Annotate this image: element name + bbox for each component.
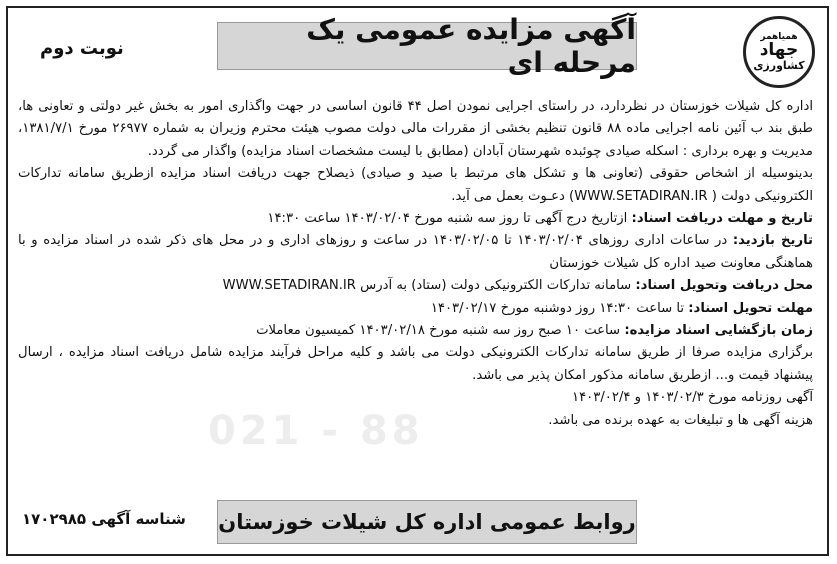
notice-header [8,8,827,88]
delivery-deadline-row [18,298,813,320]
doc-deadline-label: تاریخ و مهلت دریافت اسناد: [631,211,813,227]
delivery-deadline-value: تا ساعت ۱۴:۳۰ روز دوشنبه مورخ ۱۴۰۳/۰۲/۱۷ [430,300,685,316]
delivery-deadline-label: مهلت تحویل اسناد: [688,300,813,316]
jahad-keshavarzi-logo [743,16,815,88]
opening-row [18,320,813,342]
notice-footer [8,500,827,546]
invite-paragraph: بدینوسیله از اشخاص حقوقی (تعاونی ها و تشکل های مرتبط با صید و صیادی) ذیصلاح جهت دریافت اسناد مزایده ازطریق سامانه تدارکات الکترونیکی دولت ( WWW.SETADIRAN.IR) دعـوت بعمل می آید. [18,166,813,204]
delivery-place-value: سامانه تدارکات الکترونیکی دولت (ستاد) به آدرس WWW.SETADIRAN.IR [222,278,632,294]
logo-line3: کشاورزی [753,58,805,72]
round-label: نوبت دوم [40,38,124,59]
publisher-banner: روابط عمومی اداره کل شیلات خوزستان [217,500,637,544]
visit-value: در ساعات اداری روزهای ۱۴۰۳/۰۲/۰۴ تا ۱۴۰۳/۰۲/۰۵ در ساعت و روزهای اداری و در محل های ذکر شده در اسناد مزایده و با هماهنگی معاونت صید اداره کل شیلات خوزستان [18,233,813,271]
doc-deadline-value: ازتاریخ درج آگهی تا روز سه شنبه مورخ ۱۴۰۳/۰۲/۰۴ ساعت ۱۴:۳۰ [267,211,628,227]
notice-frame [6,6,829,556]
intro-paragraph: اداره کل شیلات خوزستان در نظردارد، در راستای اجرایی نمودن اصل ۴۴ قانون اساسی در جهت واگذاری امور به بخش غیر دولتی و تعاونی ها، طبق بند ب آئین نامه اجرایی ماده ۸۸ قانون تنظیم بخشی از مقررات مالی دولت مصوب هیئت محترم وزیران به شماره ۲۶۹۷۷ مورخ ۱۳۸۱/۷/۱، مدیریت و بهره برداری : اسکله صیادی چوئبده شهرستان آبادان (مطابق با لیست مشخصات اسناد مزایده) واگذار می گردد. [18,99,813,159]
logo-line1: همیاهمر [760,31,798,42]
opening-value: ساعت ۱۰ صبح روز سه شنبه مورخ ۱۴۰۳/۰۲/۱۸ کمیسیون معاملات [256,323,621,339]
delivery-place-label: محل دریافت وتحویل اسناد: [635,278,813,294]
logo-line2: جهاد [759,40,799,61]
notice-title: آگهی مزایده عمومی یک مرحله ای [217,22,637,70]
process-paragraph: برگزاری مزایده صرفا از طریق سامانه تدارکات الکترونیکی دولت می باشد و کلیه مراحل فرآیند مزایده شامل دریافت اسناد مزایده ، ارسال پیشنهاد قیمت و... ازطریق سامانه مذکور امکان پذیر می باشد. [18,345,813,383]
ad-id-value: ۱۷۰۲۹۸۵ [22,510,87,528]
newspaper-line: آگهی روزنامه مورخ ۱۴۰۳/۰۲/۳ و ۱۴۰۳/۰۲/۴ [572,390,813,406]
opening-label: زمان بازگشایی اسناد مزایده: [624,323,813,339]
phone-watermark: 021 - 88 [208,408,424,454]
visit-row [18,230,813,275]
notice-body [18,96,813,432]
doc-deadline-row [18,208,813,230]
cost-line: هزینه آگهی ها و تبلیغات به عهده برنده می باشد. [548,412,813,428]
delivery-place-row [18,275,813,297]
ad-id [22,510,186,528]
visit-label: تاریخ بازدید: [732,233,813,249]
ad-id-label: شناسه آگهی [91,510,186,528]
